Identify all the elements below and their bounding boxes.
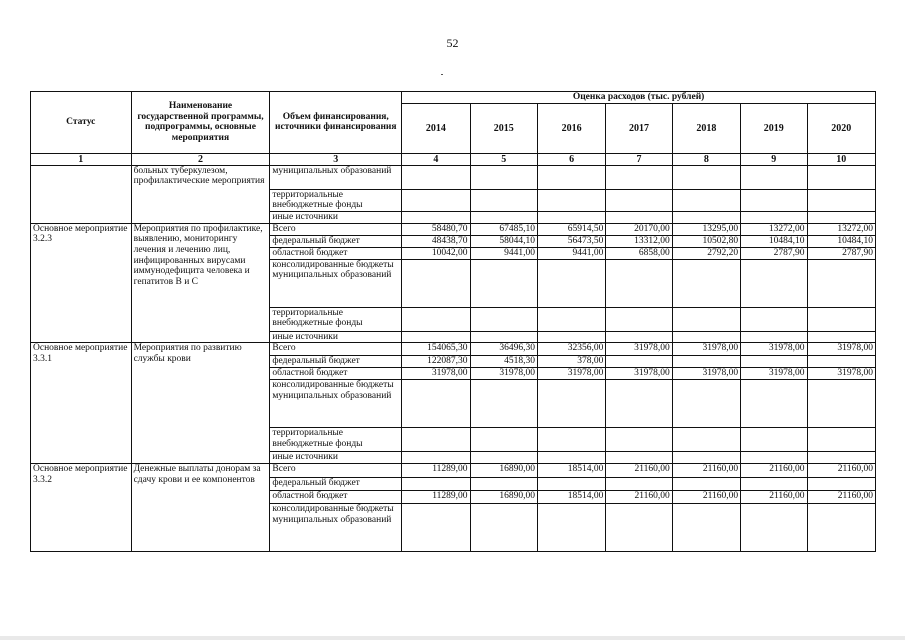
expense-value: 67485,10 xyxy=(470,223,537,235)
expense-value: 2787,90 xyxy=(741,247,807,259)
activity-status: Основное мероприятие 3.3.1 xyxy=(31,343,132,464)
expense-value xyxy=(537,331,605,343)
column-number: 8 xyxy=(672,153,740,165)
expense-value: 2787,90 xyxy=(807,247,876,259)
funding-source: территориальные внебюджетные фонды xyxy=(270,189,402,211)
column-number: 10 xyxy=(807,153,876,165)
header-year: 2019 xyxy=(741,103,807,153)
expense-value: 31978,00 xyxy=(741,343,807,356)
funding-source: областной бюджет xyxy=(270,247,402,259)
expense-value xyxy=(606,452,672,464)
expense-value: 10042,00 xyxy=(402,247,470,259)
expense-value: 31978,00 xyxy=(606,343,672,356)
expense-value xyxy=(741,165,807,189)
expense-value xyxy=(672,356,740,368)
funding-source: консолидированные бюджеты муниципальных образований xyxy=(270,503,402,551)
expense-value: 48438,70 xyxy=(402,235,470,247)
header-year: 2014 xyxy=(402,103,470,153)
expense-value: 13312,00 xyxy=(606,235,672,247)
expense-value xyxy=(807,189,876,211)
expense-value xyxy=(741,503,807,551)
funding-source: консолидированные бюджеты муниципальных образований xyxy=(270,380,402,428)
expense-value xyxy=(672,477,740,490)
expense-value: 154065,30 xyxy=(402,343,470,356)
expense-value xyxy=(470,380,537,428)
expense-value: 20170,00 xyxy=(606,223,672,235)
header-year: 2016 xyxy=(537,103,605,153)
expense-value xyxy=(537,259,605,307)
expense-value xyxy=(402,477,470,490)
expense-value xyxy=(741,380,807,428)
column-number: 1 xyxy=(31,153,132,165)
expense-value xyxy=(672,307,740,331)
expense-value xyxy=(402,259,470,307)
expense-value xyxy=(672,189,740,211)
expense-value xyxy=(672,452,740,464)
expense-value xyxy=(741,331,807,343)
column-number: 2 xyxy=(131,153,270,165)
expense-value: 10484,10 xyxy=(807,235,876,247)
expense-value xyxy=(606,356,672,368)
expense-value: 21160,00 xyxy=(606,490,672,503)
column-number: 5 xyxy=(470,153,537,165)
expense-value xyxy=(807,307,876,331)
expense-value: 31978,00 xyxy=(606,368,672,380)
expense-value xyxy=(606,477,672,490)
column-number: 4 xyxy=(402,153,470,165)
expense-value xyxy=(606,189,672,211)
expense-value xyxy=(741,259,807,307)
expense-value: 21160,00 xyxy=(741,463,807,477)
activity-status xyxy=(31,165,132,223)
header-year: 2015 xyxy=(470,103,537,153)
expense-value: 31978,00 xyxy=(807,343,876,356)
expense-value xyxy=(470,307,537,331)
expense-value xyxy=(807,331,876,343)
column-number: 9 xyxy=(741,153,807,165)
page-number: 52 xyxy=(446,36,459,50)
expense-value: 31978,00 xyxy=(402,368,470,380)
table-body xyxy=(31,165,876,551)
expense-value xyxy=(741,189,807,211)
expense-value xyxy=(470,259,537,307)
expense-value: 21160,00 xyxy=(807,463,876,477)
expense-value: 9441,00 xyxy=(537,247,605,259)
expense-value xyxy=(672,503,740,551)
expense-value: 18514,00 xyxy=(537,463,605,477)
expense-value xyxy=(402,428,470,452)
expense-value xyxy=(807,259,876,307)
expense-value: 10484,10 xyxy=(741,235,807,247)
expense-value: 65914,50 xyxy=(537,223,605,235)
expense-value: 16890,00 xyxy=(470,490,537,503)
expense-value xyxy=(741,477,807,490)
expense-value: 2792,20 xyxy=(672,247,740,259)
expense-value: 31978,00 xyxy=(672,343,740,356)
expense-value xyxy=(470,503,537,551)
expense-value: 378,00 xyxy=(537,356,605,368)
funding-source: территориальные внебюджетные фонды xyxy=(270,307,402,331)
expense-value xyxy=(672,259,740,307)
expense-value xyxy=(807,503,876,551)
expense-value xyxy=(672,212,740,224)
column-number: 6 xyxy=(537,153,605,165)
header-status: Статус xyxy=(31,92,132,154)
table-row xyxy=(31,463,876,477)
activity-name: Мероприятия по профилактике, выявлению, мониторингу лечения и лечению лиц, инфицированных вирусами иммунодефицита человека и гепатитов В и С xyxy=(131,223,270,343)
expense-value xyxy=(606,165,672,189)
expense-value xyxy=(470,189,537,211)
funding-source: консолидированные бюджеты муниципальных образований xyxy=(270,259,402,307)
expense-value xyxy=(537,428,605,452)
expense-value xyxy=(537,165,605,189)
expense-value xyxy=(402,189,470,211)
expense-value xyxy=(606,212,672,224)
header-volume: Объем финансирования, источники финансирования xyxy=(270,92,402,154)
header-year: 2017 xyxy=(606,103,672,153)
expense-value xyxy=(470,331,537,343)
expense-value xyxy=(741,307,807,331)
expense-value: 21160,00 xyxy=(672,490,740,503)
expense-value xyxy=(807,380,876,428)
funding-source: федеральный бюджет xyxy=(270,235,402,247)
expense-value xyxy=(672,428,740,452)
expense-value xyxy=(537,477,605,490)
expense-value xyxy=(402,380,470,428)
expense-value: 4518,30 xyxy=(470,356,537,368)
expense-value xyxy=(402,165,470,189)
header-estimate: Оценка расходов (тыс. рублей) xyxy=(402,92,876,104)
header-year: 2020 xyxy=(807,103,876,153)
column-number: 7 xyxy=(606,153,672,165)
expense-value: 31978,00 xyxy=(470,368,537,380)
expense-value xyxy=(807,165,876,189)
expense-value: 16890,00 xyxy=(470,463,537,477)
funding-source: территориальные внебюджетные фонды xyxy=(270,428,402,452)
table-row xyxy=(31,165,876,189)
column-number: 3 xyxy=(270,153,402,165)
expense-value xyxy=(807,452,876,464)
expense-value xyxy=(402,307,470,331)
funding-source: иные источники xyxy=(270,212,402,224)
expense-value xyxy=(537,380,605,428)
expense-value xyxy=(606,380,672,428)
funding-source: федеральный бюджет xyxy=(270,356,402,368)
expense-value xyxy=(470,428,537,452)
expense-value: 11289,00 xyxy=(402,463,470,477)
funding-source: муниципальных образований xyxy=(270,165,402,189)
expense-value xyxy=(672,165,740,189)
expense-value xyxy=(741,356,807,368)
expense-value: 21160,00 xyxy=(606,463,672,477)
funding-source: иные источники xyxy=(270,331,402,343)
activity-name: больных туберкулезом, профилактические мероприятия xyxy=(131,165,270,223)
expense-value xyxy=(807,212,876,224)
expense-value: 10502,80 xyxy=(672,235,740,247)
budget-table xyxy=(30,91,876,552)
expense-value xyxy=(537,503,605,551)
expense-value xyxy=(741,428,807,452)
expense-value: 122087,30 xyxy=(402,356,470,368)
expense-value xyxy=(537,212,605,224)
expense-value: 58044,10 xyxy=(470,235,537,247)
table-header xyxy=(31,92,876,166)
funding-source: областной бюджет xyxy=(270,368,402,380)
expense-value xyxy=(606,331,672,343)
activity-status: Основное мероприятие 3.2.3 xyxy=(31,223,132,343)
expense-value: 31978,00 xyxy=(672,368,740,380)
table-row xyxy=(31,223,876,235)
expense-value xyxy=(741,212,807,224)
funding-source: областной бюджет xyxy=(270,490,402,503)
expense-value: 32356,00 xyxy=(537,343,605,356)
expense-value xyxy=(606,503,672,551)
expense-value: 11289,00 xyxy=(402,490,470,503)
expense-value xyxy=(402,503,470,551)
expense-value xyxy=(402,331,470,343)
expense-value: 31978,00 xyxy=(537,368,605,380)
funding-source: Всего xyxy=(270,463,402,477)
funding-source: Всего xyxy=(270,223,402,235)
expense-value: 31978,00 xyxy=(741,368,807,380)
expense-value xyxy=(606,307,672,331)
activity-status: Основное мероприятие 3.3.2 xyxy=(31,463,132,551)
expense-value xyxy=(672,331,740,343)
expense-value: 21160,00 xyxy=(807,490,876,503)
expense-value: 13295,00 xyxy=(672,223,740,235)
scan-edge xyxy=(0,636,905,640)
expense-value: 18514,00 xyxy=(537,490,605,503)
expense-value xyxy=(807,356,876,368)
expense-value xyxy=(470,212,537,224)
expense-value xyxy=(537,307,605,331)
expense-value: 56473,50 xyxy=(537,235,605,247)
expense-value xyxy=(606,428,672,452)
column-number-row xyxy=(31,153,876,165)
expense-value: 36496,30 xyxy=(470,343,537,356)
expense-value xyxy=(470,477,537,490)
expense-value xyxy=(672,380,740,428)
expense-value: 6858,00 xyxy=(606,247,672,259)
expense-value xyxy=(807,477,876,490)
expense-value xyxy=(402,212,470,224)
expense-value: 21160,00 xyxy=(741,490,807,503)
expense-value xyxy=(470,452,537,464)
header-name: Наименование государственной программы, подпрограммы, основные мероприятия xyxy=(131,92,270,154)
expense-value xyxy=(807,428,876,452)
funding-source: Всего xyxy=(270,343,402,356)
expense-value: 13272,00 xyxy=(807,223,876,235)
activity-name: Мероприятия по развитию службы крови xyxy=(131,343,270,464)
expense-value xyxy=(470,165,537,189)
header-year: 2018 xyxy=(672,103,740,153)
expense-value xyxy=(537,189,605,211)
expense-value: 31978,00 xyxy=(807,368,876,380)
funding-source: федеральный бюджет xyxy=(270,477,402,490)
expense-value xyxy=(606,259,672,307)
table-row xyxy=(31,343,876,356)
scan-speck xyxy=(441,74,443,75)
expense-value: 21160,00 xyxy=(672,463,740,477)
activity-name: Денежные выплаты донорам за сдачу крови и ее компонентов xyxy=(131,463,270,551)
expense-value: 58480,70 xyxy=(402,223,470,235)
expense-value: 9441,00 xyxy=(470,247,537,259)
funding-source: иные источники xyxy=(270,452,402,464)
expense-value xyxy=(537,452,605,464)
expense-value: 13272,00 xyxy=(741,223,807,235)
expense-value xyxy=(741,452,807,464)
expense-value xyxy=(402,452,470,464)
